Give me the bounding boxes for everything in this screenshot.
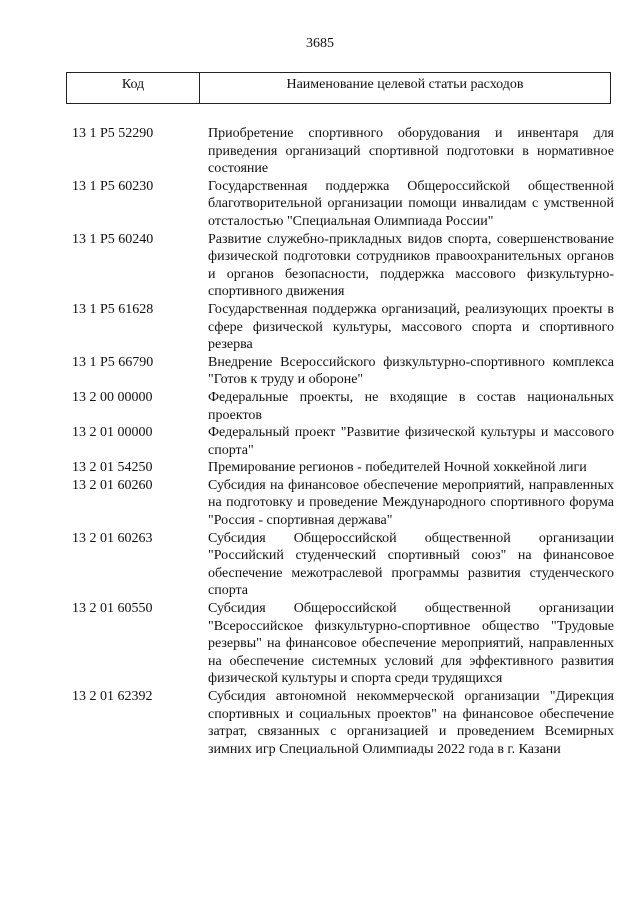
table-header: [66, 72, 611, 104]
table-row: [72, 688, 614, 758]
row-name: Государственная поддержка организаций, реализующих проекты в сфере физической культуры, массового спорта и спортивного резерва: [208, 301, 614, 353]
row-code: 13 1 P5 60240: [72, 231, 154, 247]
table-row: [72, 231, 614, 301]
header-code: Код: [67, 73, 200, 103]
table-row: [72, 125, 614, 178]
row-code: 13 1 P5 52290: [72, 126, 154, 141]
row-name: Развитие служебно-прикладных видов спорта, совершенствование физической подготовки сотрудников правоохранительных органов и органов безопасности, поддержка массового физкультурно-спортивного движения: [208, 231, 614, 300]
table-row: [72, 389, 614, 424]
row-code: 13 1 P5 60230: [72, 178, 154, 194]
row-name: Субсидия Общероссийской общественной организации "Всероссийское физкультурно-спортивное общество "Трудовые резервы" на финансовое обеспечение мероприятий, направленных на обеспечение системных условий для эффективного развития физической культуры и спорта среди трудящихся: [208, 601, 614, 687]
row-code: 13 2 01 60263: [72, 530, 153, 546]
row-name: Внедрение Всероссийского физкультурно-спортивного комплекса "Готов к труду и обороне": [208, 354, 614, 388]
table-row: [72, 178, 614, 231]
row-name: Государственная поддержка Общероссийской общественной благотворительной организации помощи инвалидам с умственной отсталостью "Специальная Олимпиада России": [208, 178, 614, 229]
table-row: [72, 354, 614, 389]
table-row: [72, 424, 614, 459]
row-code: 13 2 01 54250: [72, 460, 153, 476]
row-code: 13 2 01 62392: [72, 689, 153, 704]
header-name: Наименование целевой статьи расходов: [286, 77, 524, 92]
row-name: Субсидия на финансовое обеспечение мероприятий, направленных на подготовку и проведение Международного спортивного форума "Россия - спортивная держава": [208, 477, 614, 529]
row-code: 13 1 P5 61628: [72, 301, 154, 317]
row-name: Субсидия Общероссийской общественной организации "Российский студенческий спортивный союз" на финансовое обеспечение межотраслевой программы развития студенческого спорта: [208, 530, 614, 599]
table-row: [72, 459, 614, 477]
table-body: [72, 125, 614, 758]
row-code: 13 1 P5 66790: [72, 354, 154, 370]
row-name: Премирование регионов - победителей Ночной хоккейной лиги: [208, 460, 587, 476]
row-name: Федеральный проект "Развитие физической культуры и массового спорта": [208, 425, 614, 458]
row-name: Федеральные проекты, не входящие в состав национальных проектов: [208, 389, 614, 423]
row-code: 13 2 01 00000: [72, 425, 153, 441]
table-row: [72, 477, 614, 530]
table-row: [72, 530, 614, 600]
row-name: Приобретение спортивного оборудования и инвентаря для приведения организаций спортивной подготовки в нормативное состояние: [208, 126, 614, 177]
table-row: [72, 600, 614, 688]
row-code: 13 2 01 60550: [72, 601, 153, 617]
row-code: 13 2 01 60260: [72, 477, 153, 493]
row-name: Субсидия автономной некоммерческой организации "Дирекция спортивных и социальных проектов" на финансовое обеспечение затрат, связанных с организацией и проведением Всемирных зимних игр Специальной Олимпиады 2022 года в г. Казани: [208, 689, 614, 757]
page-number: 3685: [306, 36, 334, 51]
table-row: [72, 301, 614, 354]
row-code: 13 2 00 00000: [72, 389, 153, 405]
